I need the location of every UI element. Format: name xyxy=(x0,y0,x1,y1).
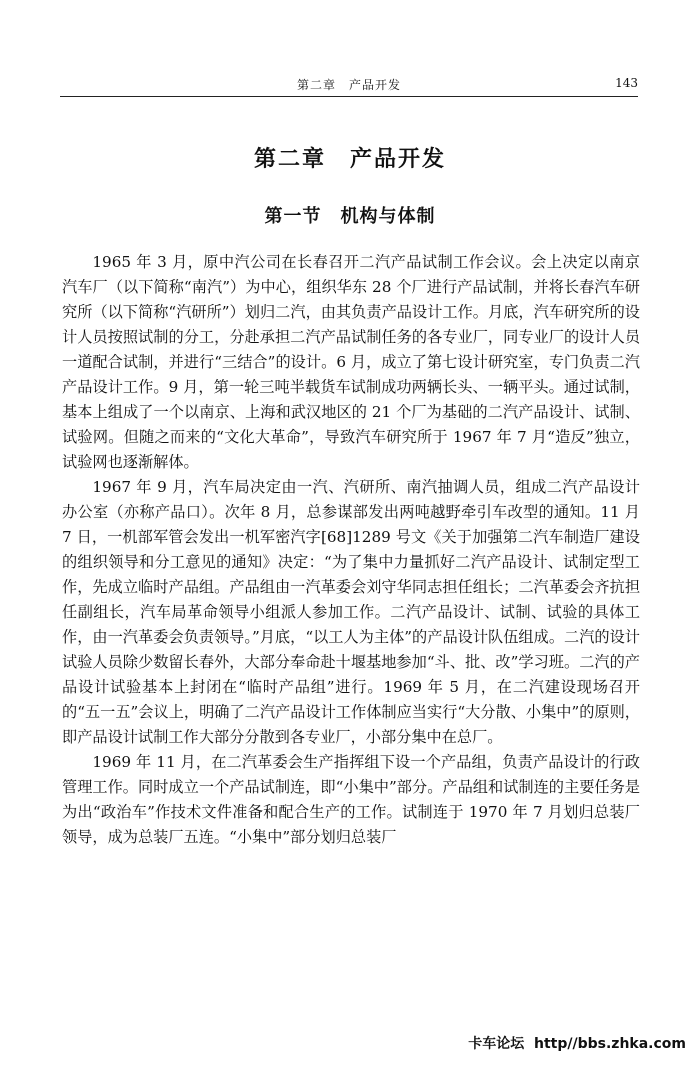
running-title: 第二章 产品开发 xyxy=(296,78,401,92)
watermark: 卡车论坛 http//bbs.zhka.com xyxy=(468,1036,686,1052)
paragraph: 1969 年 11 月，在二汽革委会生产指挥组下设一个产品组，负责产品设计的行政管理工作。同时成立一个产品试制连，即“小集中”部分。产品组和试制连的主要任务是为出“政治车”作技术文件准备和配合生产的工作。试制连于 1970 年 7 月划归总装厂领导，成为总装厂五连。“小集中”部分划归总装厂 xyxy=(62,753,640,846)
body-text xyxy=(62,250,640,850)
chapter-title: 第二章 产品开发 xyxy=(253,147,446,172)
page-number: 143 xyxy=(615,76,638,90)
section-title: 第一节 机构与体制 xyxy=(264,206,436,227)
running-header xyxy=(60,76,638,97)
paragraph: 1965 年 3 月，原中汽公司在长春召开二汽产品试制工作会议。会上决定以南京汽车厂（以下简称“南汽”）为中心，组织华东 28 个厂进行产品试制，并将长春汽车研究所（以下简称“汽研所”）划归二汽，由其负责产品设计工作。月底，汽车研究所的设计人员按照试制的分工，分赴承担二汽产品试制任务的各专业厂，同专业厂的设计人员一道配合试制，并进行“三结合”的设计。6 月，成立了第七设计研究室，专门负责二汽产品设计工作。9 月，第一轮三吨半载货车试制成功两辆长头、一辆平头。通过试制，基本上组成了一个以南京、上海和武汉地区的 21 个厂为基础的二汽产品设计、试制、试验网。但随之而来的“文化大革命”，导致汽车研究所于 1967 年 7 月“造反”独立，试验网也逐渐解体。 xyxy=(62,253,640,471)
paragraph: 1967 年 9 月，汽车局决定由一汽、汽研所、南汽抽调人员，组成二汽产品设计办公室（亦称产品口）。次年 8 月，总参谋部发出两吨越野牵引车改型的通知。11 月 7 日，一机部军管会发出一机军密汽字[68]1289 号文《关于加强第二汽车制造厂建设的组织领导和分工意见的通知》决定：“为了集中力量抓好二汽产品设计、试制定型工作，先成立临时产品组。产品组由一汽革委会刘守华同志担任组长；二汽革委会齐抗担任副组长，汽车局革命领导小组派人参加工作。二汽产品设计、试制、试验的具体工作，由一汽革委会负责领导。”月底，“以工人为主体”的产品设计队伍组成。二汽的设计试验人员除少数留长春外，大部分奉命赴十堰基地参加“斗、批、改”学习班。二汽的产品设计试验基本上封闭在“临时产品组”进行。1969 年 5 月，在二汽建设现场召开的“五一五”会议上，明确了二汽产品设计工作体制应当实行“大分散、小集中”的原则，即产品设计试制工作大部分分散到各专业厂，小部分集中在总厂。 xyxy=(62,478,640,746)
